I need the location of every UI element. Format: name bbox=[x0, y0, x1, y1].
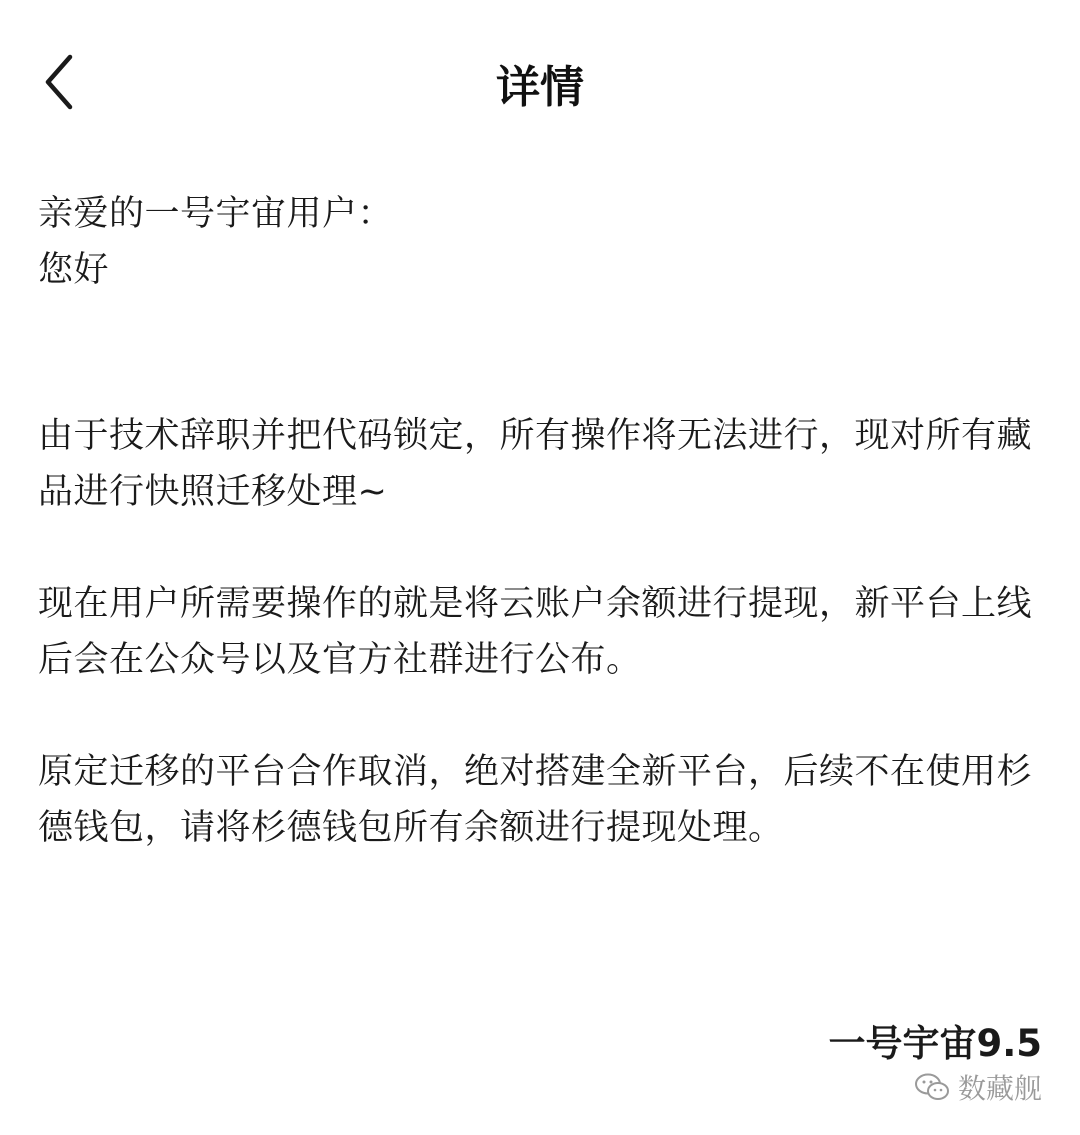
paragraph-2: 现在用户所需要操作的就是将云账户余额进行提现，新平台上线后会在公众号以及官方社群进行公布。 bbox=[38, 584, 1033, 680]
hello-line: 您好 bbox=[38, 250, 110, 290]
greeting-line: 亲爱的一号宇宙用户： bbox=[38, 194, 394, 234]
letter-body bbox=[38, 186, 1050, 856]
wechat-icon bbox=[914, 1072, 950, 1102]
watermark-text: 数藏舰 bbox=[957, 1072, 1042, 1105]
paragraph-1: 由于技术辞职并把代码锁定，所有操作将无法进行，现对所有藏品进行快照迁移处理~ bbox=[38, 416, 1033, 512]
page-title: 详情 bbox=[496, 62, 584, 113]
paragraph-3: 原定迁移的平台合作取消，绝对搭建全新平台，后续不在使用杉德钱包，请将杉德钱包所有余额进行提现处理。 bbox=[38, 752, 1033, 848]
signature: 一号宇宙9.5 bbox=[828, 1022, 1042, 1065]
watermark bbox=[914, 1064, 1042, 1110]
nav-bar bbox=[0, 0, 1080, 175]
